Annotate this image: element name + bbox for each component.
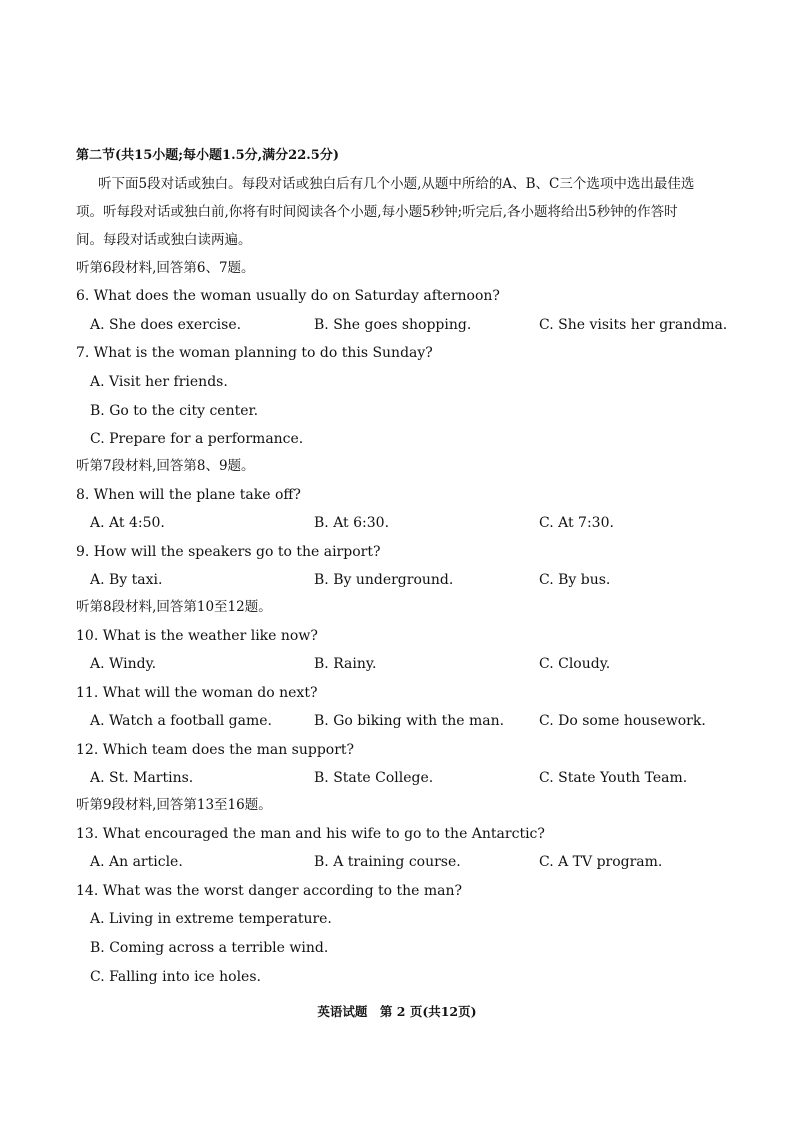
question-6: 6. What does the woman usually do on Saturday afternoon?: [76, 288, 500, 304]
question-13-option-c: C. A TV program.: [539, 854, 663, 870]
instruction-line-2: 项。听每段对话或独白前,你将有时间阅读各个小题,每小题5秒钟;听完后,各小题将给出5秒钟的作答时: [76, 204, 678, 220]
group-lead-7: 听第7段材料,回答第8、9题。: [76, 458, 255, 474]
question-11-options: [90, 712, 730, 730]
question-9-option-b: B. By underground.: [314, 572, 454, 588]
question-10: 10. What is the weather like now?: [76, 628, 318, 644]
group-lead-8: 听第8段材料,回答第10至12题。: [76, 599, 272, 615]
question-12: 12. Which team does the man support?: [76, 742, 355, 758]
question-14: 14. What was the worst danger according to the man?: [76, 883, 463, 899]
question-8: 8. When will the plane take off?: [76, 487, 301, 503]
question-9-option-c: C. By bus.: [539, 572, 611, 588]
question-6-options: [90, 316, 730, 334]
question-11-option-a: A. Watch a football game.: [90, 713, 272, 729]
question-7-option-c: C. Prepare for a performance.: [90, 431, 304, 447]
question-9-options: [90, 571, 730, 589]
section-heading: 第二节(共15小题;每小题1.5分,满分22.5分): [76, 148, 339, 163]
question-12-option-b: B. State College.: [314, 770, 434, 786]
question-14-option-c: C. Falling into ice holes.: [90, 969, 261, 985]
question-13-option-b: B. A training course.: [314, 854, 461, 870]
question-10-option-c: C. Cloudy.: [539, 656, 611, 672]
question-13-options: [90, 853, 730, 871]
question-9: 9. How will the speakers go to the airport?: [76, 544, 381, 560]
question-10-option-b: B. Rainy.: [314, 656, 377, 672]
question-12-option-a: A. St. Martins.: [90, 770, 194, 786]
question-6-option-c: C. She visits her grandma.: [539, 317, 728, 333]
question-8-options: [90, 514, 730, 532]
group-lead-9: 听第9段材料,回答第13至16题。: [76, 797, 272, 813]
page-footer: 英语试题 第 2 页(共12页): [317, 1004, 477, 1019]
question-10-options: [90, 655, 730, 673]
question-14-option-b: B. Coming across a terrible wind.: [90, 940, 329, 956]
question-12-options: [90, 769, 730, 787]
question-11: 11. What will the woman do next?: [76, 685, 318, 701]
question-8-option-b: B. At 6:30.: [314, 515, 390, 531]
instruction-line-1: 听下面5段对话或独白。每段对话或独白后有几个小题,从题中所给的A、B、C三个选项中选出最佳选: [98, 176, 695, 192]
instruction-line-3: 间。每段对话或独白读两遍。: [76, 232, 252, 248]
question-12-option-c: C. State Youth Team.: [539, 770, 688, 786]
question-11-option-c: C. Do some housework.: [539, 713, 706, 729]
question-10-option-a: A. Windy.: [90, 656, 157, 672]
question-8-option-c: C. At 7:30.: [539, 515, 614, 531]
question-8-option-a: A. At 4:50.: [90, 515, 165, 531]
group-lead-6: 听第6段材料,回答第6、7题。: [76, 260, 255, 276]
question-14-option-a: A. Living in extreme temperature.: [90, 911, 332, 927]
question-9-option-a: A. By taxi.: [90, 572, 163, 588]
question-11-option-b: B. Go biking with the man.: [314, 713, 505, 729]
question-7-option-a: A. Visit her friends.: [90, 374, 228, 390]
question-6-option-a: A. She does exercise.: [90, 317, 242, 333]
question-7: 7. What is the woman planning to do this Sunday?: [76, 345, 433, 361]
question-7-option-b: B. Go to the city center.: [90, 403, 259, 419]
question-6-option-b: B. She goes shopping.: [314, 317, 472, 333]
question-13: 13. What encouraged the man and his wife to go to the Antarctic?: [76, 826, 545, 842]
question-13-option-a: A. An article.: [90, 854, 183, 870]
